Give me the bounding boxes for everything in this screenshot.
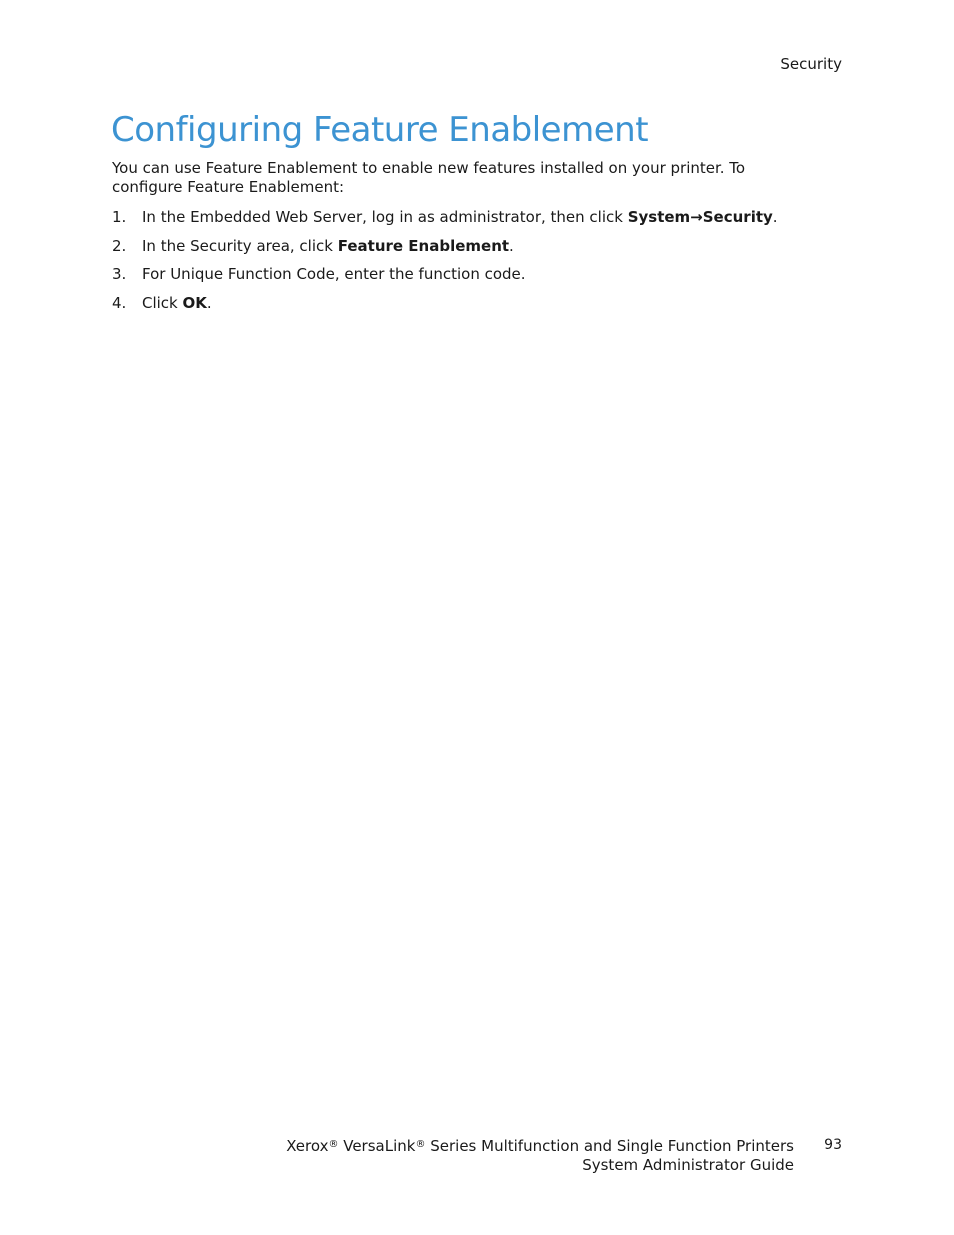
step-number: 2. [112,236,127,255]
footer-brand: Xerox [286,1137,329,1155]
page-title: Configuring Feature Enablement [111,110,649,150]
footer-series: Series Multifunction and Single Function Printers [425,1137,794,1155]
step-text-end: . [772,208,778,226]
step-item [112,264,832,284]
step-text-end: . [206,293,212,312]
step-text: In the Embedded Web Server, log in as administrator, then click [142,208,628,226]
footer-product: VersaLink [338,1137,416,1155]
step-number: 3. [112,265,127,283]
step-ui-button: OK [182,293,207,312]
step-item [112,236,832,256]
step-item [112,293,832,313]
footer-guide-title [286,1137,794,1175]
intro-paragraph: You can use Feature Enablement to enable new features installed on your printer. To configure Feature Enablement: [112,159,746,196]
step-ui-path: System→Security [627,208,773,226]
step-number: 4. [112,293,127,312]
step-text: In the Security area, click [142,236,338,255]
registered-mark: ® [415,1139,426,1150]
step-text: Click [142,293,183,312]
step-text: For Unique Function Code, enter the function code. [142,265,526,283]
step-number: 1. [112,208,127,226]
registered-mark: ® [328,1139,339,1150]
step-ui-item: Feature Enablement [337,236,510,255]
footer-product-line [286,1137,794,1156]
step-item [112,207,832,227]
step-text-end: . [509,236,514,255]
procedure-steps [112,207,832,321]
page-number: 93 [824,1137,842,1153]
footer-guide-line: System Administrator Guide [582,1156,794,1174]
running-header-section: Security [780,55,842,73]
